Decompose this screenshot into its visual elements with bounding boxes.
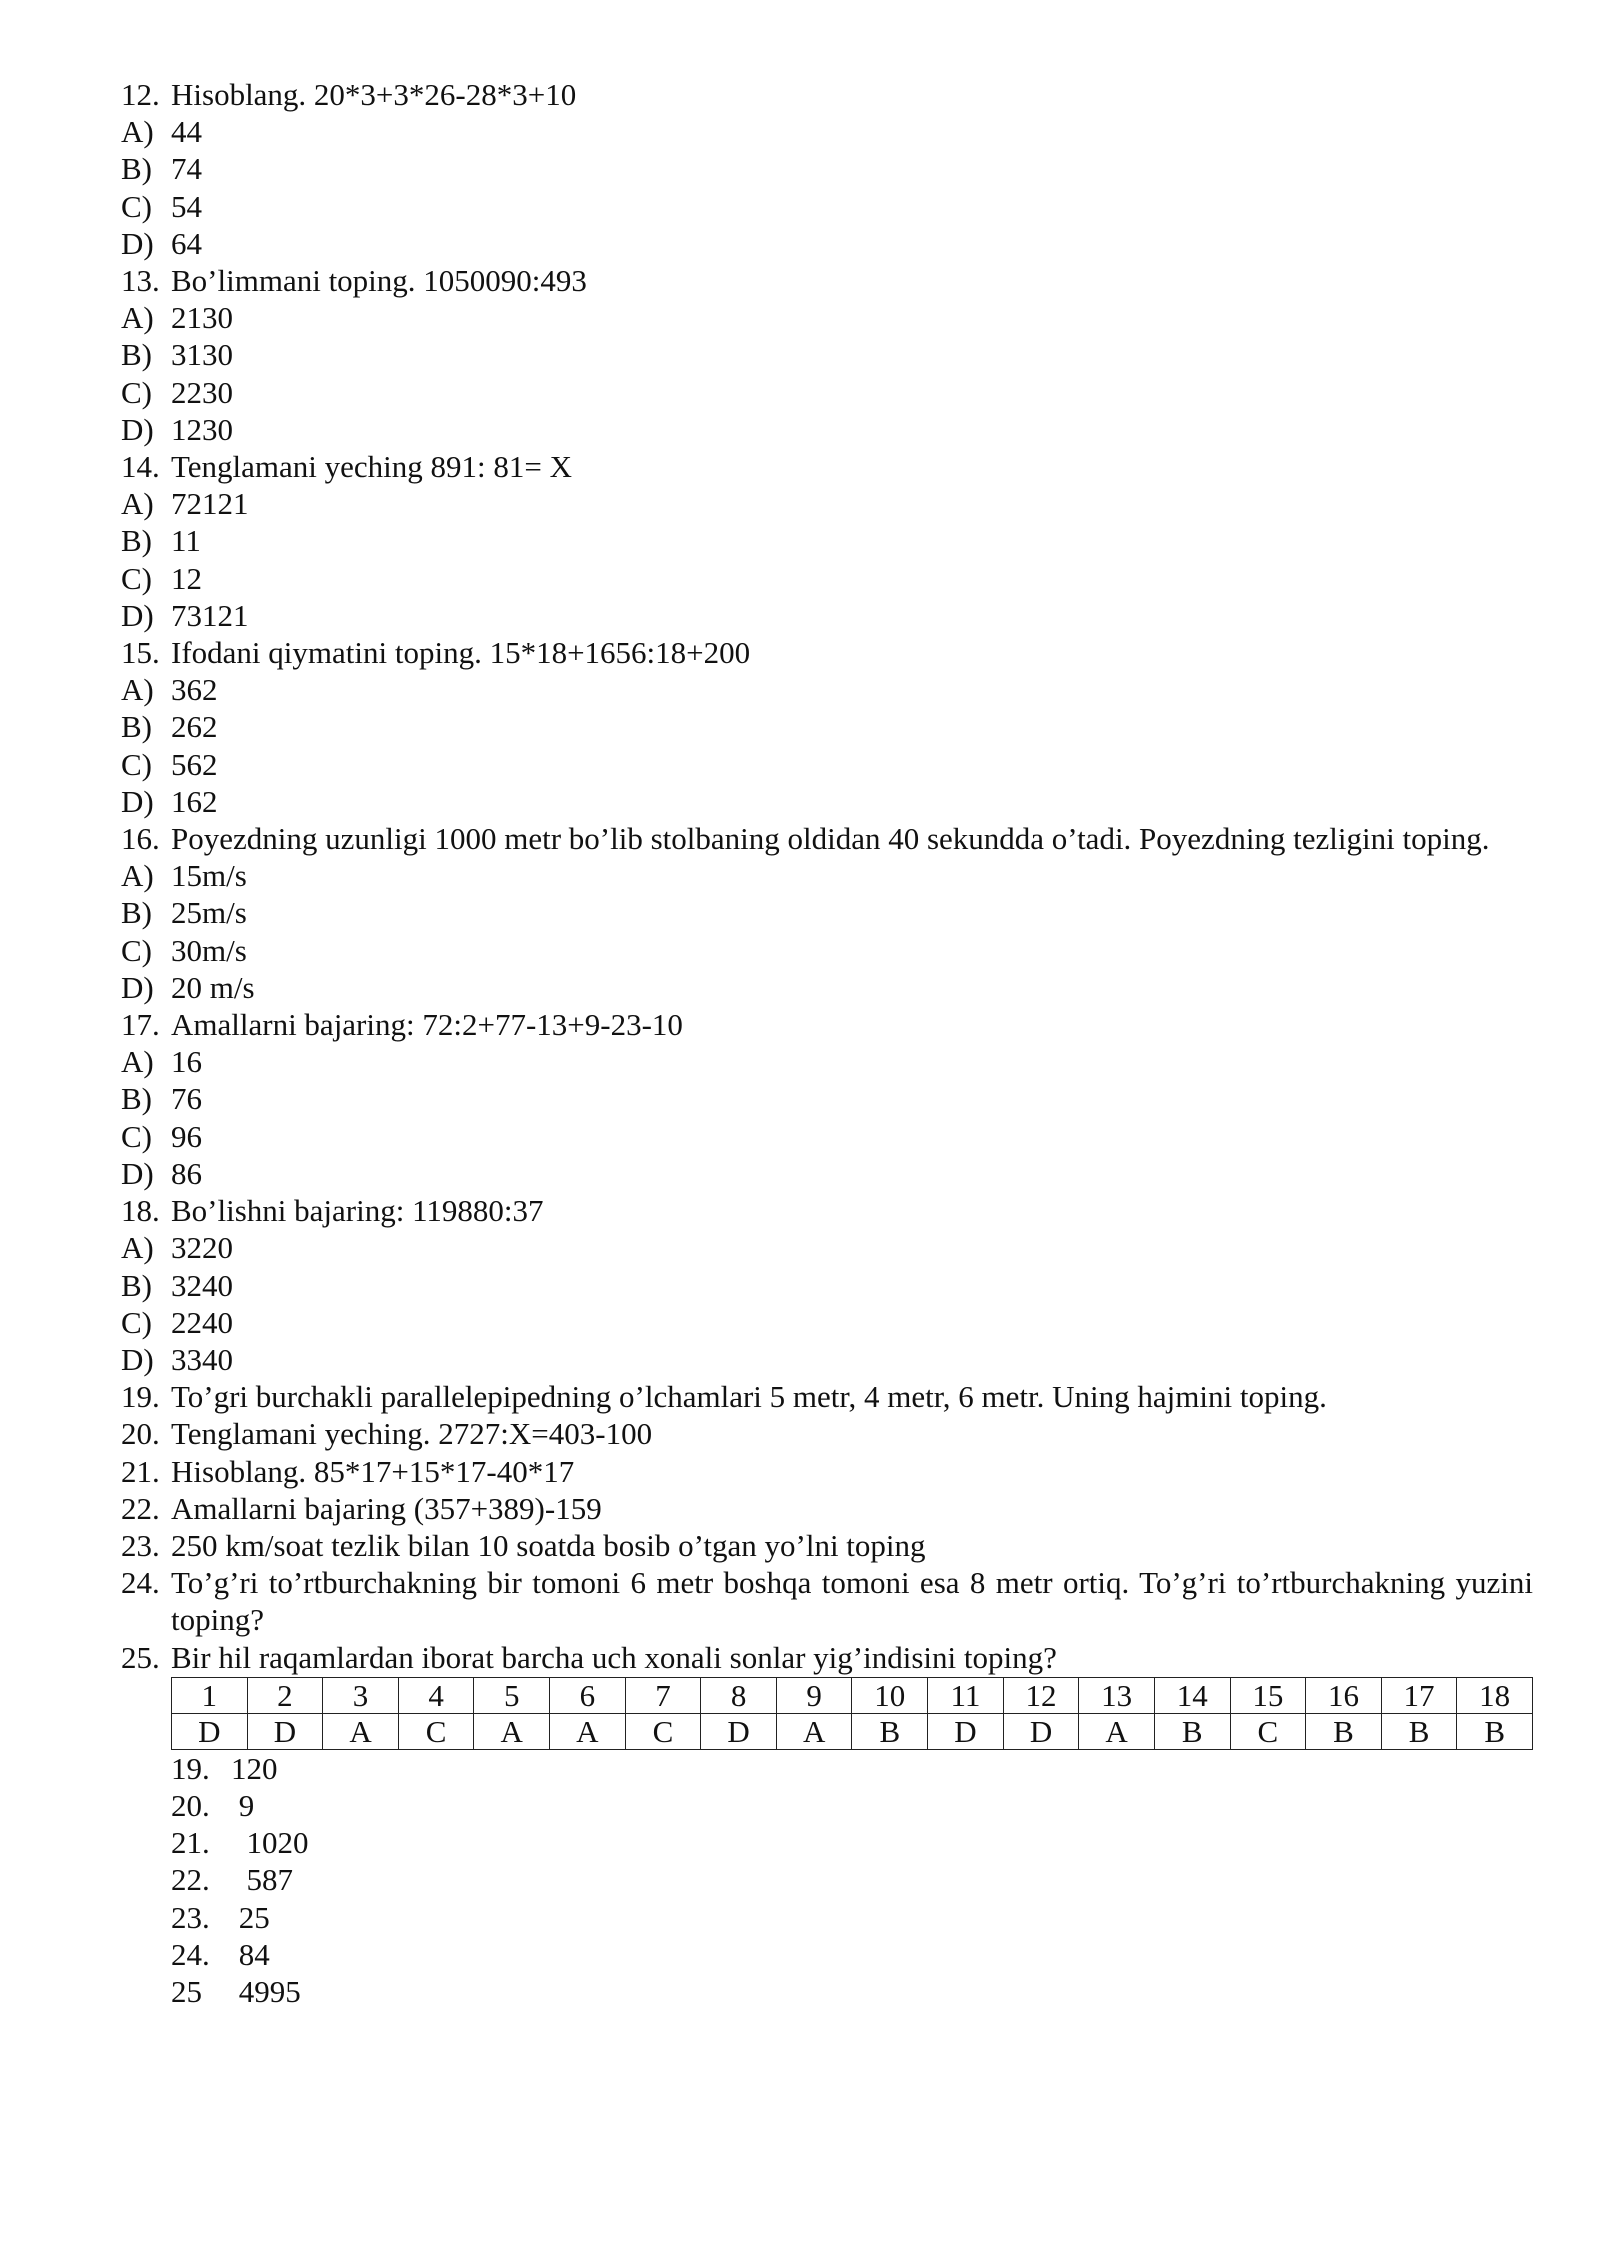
answer-key-number-cell: 8 [701,1677,777,1713]
open-answer-item [171,1824,1533,1861]
answer-option [121,150,1533,187]
answer-option [121,746,1533,783]
answer-key-number-cell: 9 [776,1677,852,1713]
answer-key-answer-cell: A [474,1713,550,1749]
open-answer-item [171,1750,1533,1787]
question-text: Tenglamani yeching. 2727:X=403-100 [171,1416,653,1452]
option-value: 64 [171,225,202,261]
option-letter: A) [121,1230,154,1266]
answer-key-numbers-row [172,1677,1533,1713]
option-letter: C) [121,374,152,410]
open-answer-number: 22. [171,1862,210,1898]
answer-key-answer-cell: A [1079,1713,1155,1749]
test-document [121,76,1533,2010]
question-text: Hisoblang. 20*3+3*26-28*3+10 [171,77,577,112]
answer-option [121,1341,1533,1378]
answer-key-number-cell: 14 [1154,1677,1230,1713]
answer-option [121,411,1533,448]
question-number: 22. [121,1490,160,1526]
open-answer-number: 19. [171,1750,210,1786]
answer-key-number-cell: 17 [1381,1677,1457,1713]
option-value: 562 [171,746,218,782]
question-18 [121,1192,1533,1229]
answer-option [121,1043,1533,1080]
open-answer-value: 84 [231,1936,270,1972]
option-value: 74 [171,151,202,187]
answer-key-number-cell: 1 [172,1677,248,1713]
question-number: 17. [121,1007,160,1043]
option-letter: C) [121,560,152,596]
answer-key-table [171,1677,1533,1750]
option-letter: C) [121,1304,152,1340]
answer-key-answer-cell: C [1230,1713,1306,1749]
option-value: 16 [171,1044,202,1080]
answer-key-number-cell: 10 [852,1677,928,1713]
question-number: 12. [121,77,160,112]
option-letter: D) [121,1341,154,1377]
answer-key-answer-cell: C [625,1713,701,1749]
open-answer-item [171,1787,1533,1824]
question-20 [121,1415,1533,1452]
answer-option [121,1229,1533,1266]
question-number: 16. [121,821,160,857]
option-letter: A) [121,858,154,894]
answer-option [121,1080,1533,1117]
open-answer-value: 120 [231,1750,278,1786]
option-value: 3220 [171,1230,233,1266]
option-letter: C) [121,188,152,224]
answer-key-number-cell: 5 [474,1677,550,1713]
question-15 [121,634,1533,671]
open-answer-value: 1020 [231,1825,309,1861]
question-number: 21. [121,1453,160,1489]
answer-option [121,560,1533,597]
answer-key-answer-cell: B [1306,1713,1382,1749]
answer-option [121,783,1533,820]
open-answer-number: 20. [171,1787,210,1823]
option-value: 96 [171,1118,202,1154]
question-text: Poyezdning uzunligi 1000 metr bo’lib stolbaning oldidan 40 sekundda o’tadi. Poyezdning tezligini toping. [171,821,1490,857]
open-answer-value: 25 [231,1899,270,1935]
question-text: Tenglamani yeching 891: 81= X [171,449,573,485]
question-number: 18. [121,1193,160,1229]
answer-key-number-cell: 13 [1079,1677,1155,1713]
answer-key-number-cell: 3 [323,1677,399,1713]
open-answer-item [171,1936,1533,1973]
question-19 [121,1378,1533,1415]
option-letter: B) [121,1267,152,1303]
answer-key-number-cell: 7 [625,1677,701,1713]
question-number: 23. [121,1527,160,1563]
answer-option [121,336,1533,373]
option-value: 20 m/s [171,969,255,1005]
option-value: 25m/s [171,895,247,931]
option-letter: B) [121,337,152,373]
question-text: Amallarni bajaring: 72:2+77-13+9-23-10 [171,1007,683,1043]
open-answers-list [121,1750,1533,2010]
question-number: 14. [121,449,160,485]
answer-key-answer-cell: A [323,1713,399,1749]
option-value: 12 [171,560,202,596]
option-value: 3240 [171,1267,233,1303]
option-letter: B) [121,895,152,931]
answer-key-answer-cell: C [398,1713,474,1749]
answer-key-number-cell: 16 [1306,1677,1382,1713]
option-letter: A) [121,114,154,150]
answer-key-answer-cell: D [247,1713,323,1749]
answer-key-number-cell: 11 [928,1677,1004,1713]
answer-option [121,299,1533,336]
answer-key-answer-cell: D [172,1713,248,1749]
answer-key-answer-cell: D [928,1713,1004,1749]
answer-key-answer-cell: B [1381,1713,1457,1749]
option-letter: A) [121,486,154,522]
answer-option [121,857,1533,894]
question-number: 19. [121,1379,160,1415]
option-letter: D) [121,969,154,1005]
answer-option [121,1304,1533,1341]
question-number: 20. [121,1416,160,1452]
question-text: Bir hil raqamlardan iborat barcha uch xonali sonlar yig’indisini toping? [171,1639,1057,1675]
question-14 [121,448,1533,485]
option-letter: A) [121,1044,154,1080]
open-questions [121,1378,1533,1676]
option-value: 11 [171,523,201,559]
answer-key-number-cell: 4 [398,1677,474,1713]
option-letter: D) [121,411,154,447]
open-answer-number: 24. [171,1936,210,1972]
option-value: 262 [171,709,218,745]
answer-option [121,894,1533,931]
option-value: 362 [171,672,218,708]
option-value: 162 [171,783,218,819]
answer-option [121,1267,1533,1304]
question-text: 250 km/soat tezlik bilan 10 soatda bosib o’tgan yo’lni toping [171,1527,926,1563]
answer-option [121,597,1533,634]
question-text: To’gri burchakli parallelepipedning o’lchamlari 5 metr, 4 metr, 6 metr. Uning hajmini toping. [171,1379,1327,1415]
open-answer-item [171,1861,1533,1898]
question-text: Hisoblang. 85*17+15*17-40*17 [171,1453,575,1489]
option-value: 72121 [171,486,249,522]
question-23 [121,1527,1533,1564]
question-25 [121,1639,1533,1676]
answer-key-number-cell: 6 [550,1677,626,1713]
question-number: 24. [121,1565,160,1601]
answer-option [121,969,1533,1006]
answer-option [121,1155,1533,1192]
answer-key-answer-cell: A [776,1713,852,1749]
open-answer-value: 4995 [231,1973,301,2009]
option-value: 1230 [171,411,233,447]
multiple-choice-questions [121,76,1533,1378]
option-value: 73121 [171,597,249,633]
option-value: 2240 [171,1304,233,1340]
open-answer-value: 9 [231,1787,255,1823]
answer-key-number-cell: 18 [1457,1677,1533,1713]
question-text: Ifodani qiymatini toping. 15*18+1656:18+200 [171,635,751,671]
answer-key-number-cell: 2 [247,1677,323,1713]
option-value: 2130 [171,300,233,336]
answer-key-answer-cell: B [1154,1713,1230,1749]
option-letter: B) [121,1081,152,1117]
answer-option [121,932,1533,969]
question-text: Amallarni bajaring (357+389)-159 [171,1490,602,1526]
question-24 [121,1564,1533,1638]
question-text: Bo’limmani toping. 1050090:493 [171,263,587,299]
option-letter: C) [121,932,152,968]
open-answer-item [171,1973,1533,2010]
question-21 [121,1453,1533,1490]
option-value: 44 [171,114,202,150]
question-number: 15. [121,635,160,671]
question-22 [121,1490,1533,1527]
answer-option [121,708,1533,745]
option-value: 86 [171,1155,202,1191]
option-value: 54 [171,188,202,224]
open-answer-value: 587 [231,1862,293,1898]
option-letter: D) [121,1155,154,1191]
open-answer-item [171,1899,1533,1936]
answer-option [121,374,1533,411]
answer-option [121,485,1533,522]
answer-option [121,671,1533,708]
option-letter: A) [121,672,154,708]
option-value: 76 [171,1081,202,1117]
answer-option [121,113,1533,150]
answer-key-answer-cell: B [1457,1713,1533,1749]
question-13 [121,262,1533,299]
open-answer-number: 25 [171,1973,202,2009]
option-letter: D) [121,225,154,261]
option-letter: C) [121,1118,152,1154]
option-letter: B) [121,523,152,559]
answer-option [121,188,1533,225]
question-text: Bo’lishni bajaring: 119880:37 [171,1193,544,1229]
open-answer-number: 23. [171,1899,210,1935]
answer-key-answer-cell: D [1003,1713,1079,1749]
option-letter: A) [121,300,154,336]
answer-key-number-cell: 15 [1230,1677,1306,1713]
question-number: 13. [121,263,160,299]
option-letter: C) [121,746,152,782]
option-value: 3340 [171,1341,233,1377]
question-12 [121,76,1533,113]
option-value: 30m/s [171,932,247,968]
answer-key-answer-cell: B [852,1713,928,1749]
answer-key-answers-row [172,1713,1533,1749]
question-17 [121,1006,1533,1043]
option-value: 15m/s [171,858,247,894]
option-letter: D) [121,597,154,633]
option-value: 2230 [171,374,233,410]
answer-option [121,225,1533,262]
question-16 [121,820,1533,857]
option-letter: B) [121,709,152,745]
option-letter: D) [121,783,154,819]
question-text: To’g’ri to’rtburchakning bir tomoni 6 metr boshqa tomoni esa 8 metr ortiq. To’g’ri to’rtburchakning yuzini toping? [171,1565,1533,1638]
option-value: 3130 [171,337,233,373]
option-letter: B) [121,151,152,187]
question-number: 25. [121,1639,160,1675]
open-answer-number: 21. [171,1825,210,1861]
answer-option [121,522,1533,559]
answer-key-number-cell: 12 [1003,1677,1079,1713]
answer-key-answer-cell: A [550,1713,626,1749]
answer-key-answer-cell: D [701,1713,777,1749]
answer-option [121,1118,1533,1155]
